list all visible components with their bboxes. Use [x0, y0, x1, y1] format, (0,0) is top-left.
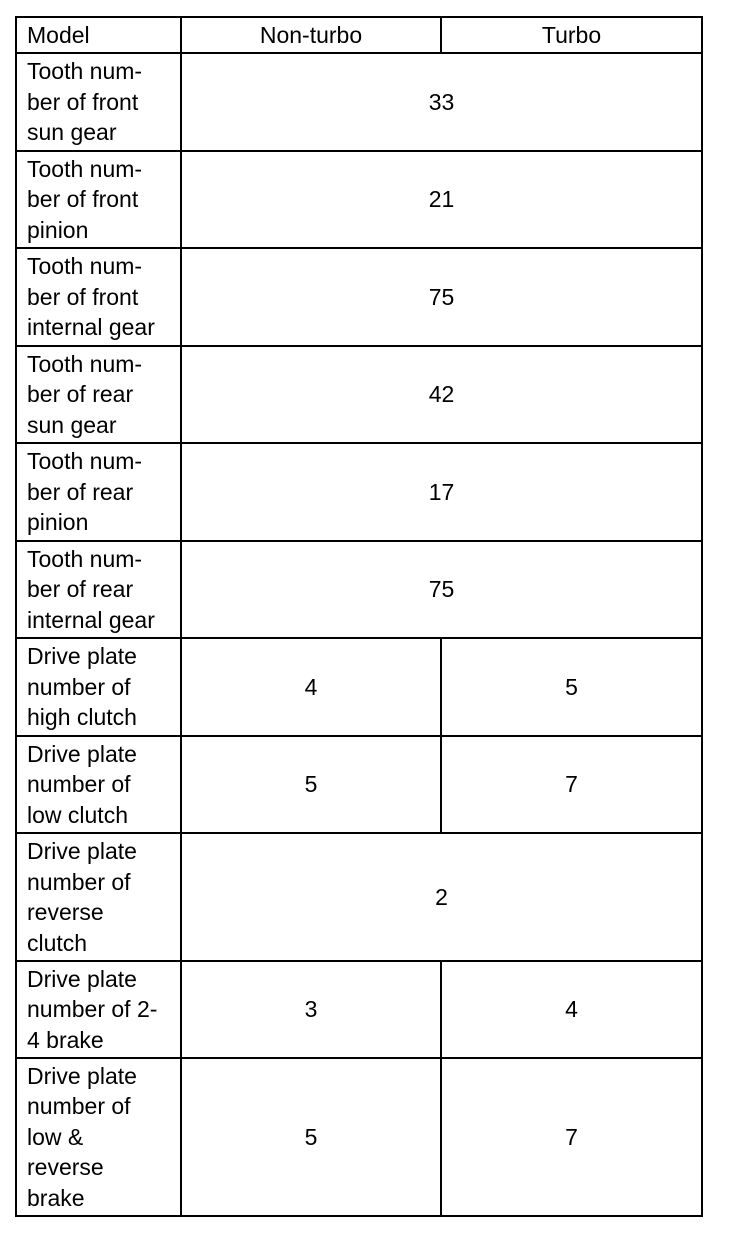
row-turbo: 4 — [441, 961, 702, 1058]
row-label: Tooth num- ber of rear internal gear — [16, 541, 181, 638]
row-non-turbo: 5 — [181, 736, 441, 833]
row-turbo: 7 — [441, 1058, 702, 1216]
table-row — [16, 541, 702, 638]
row-value: 75 — [181, 541, 702, 638]
row-label: Drive plate number of low & reverse brake — [16, 1058, 181, 1216]
row-label: Drive plate number of reverse clutch — [16, 833, 181, 961]
table-row — [16, 53, 702, 151]
table-row — [16, 1058, 702, 1216]
row-turbo: 5 — [441, 638, 702, 736]
row-turbo: 7 — [441, 736, 702, 833]
row-value: 21 — [181, 151, 702, 248]
row-value: 2 — [181, 833, 702, 961]
row-label: Tooth num- ber of rear pinion — [16, 443, 181, 541]
header-model: Model — [16, 17, 181, 53]
table-row — [16, 736, 702, 833]
table-row — [16, 346, 702, 443]
row-non-turbo: 3 — [181, 961, 441, 1058]
row-label: Drive plate number of high clutch — [16, 638, 181, 736]
row-label: Drive plate number of low clutch — [16, 736, 181, 833]
row-value: 17 — [181, 443, 702, 541]
header-turbo: Turbo — [441, 17, 702, 53]
table-row — [16, 638, 702, 736]
row-label: Drive plate number of 2- 4 brake — [16, 961, 181, 1058]
row-value: 33 — [181, 53, 702, 151]
table-row — [16, 248, 702, 346]
table-row — [16, 443, 702, 541]
row-value: 75 — [181, 248, 702, 346]
row-non-turbo: 5 — [181, 1058, 441, 1216]
row-label: Tooth num- ber of rear sun gear — [16, 346, 181, 443]
table-row — [16, 151, 702, 248]
spec-table — [15, 16, 703, 1217]
row-label: Tooth num- ber of front pinion — [16, 151, 181, 248]
table-row — [16, 833, 702, 961]
table-row — [16, 961, 702, 1058]
row-non-turbo: 4 — [181, 638, 441, 736]
row-value: 42 — [181, 346, 702, 443]
row-label: Tooth num- ber of front sun gear — [16, 53, 181, 151]
header-non-turbo: Non-turbo — [181, 17, 441, 53]
header-row — [16, 17, 702, 53]
row-label: Tooth num- ber of front internal gear — [16, 248, 181, 346]
